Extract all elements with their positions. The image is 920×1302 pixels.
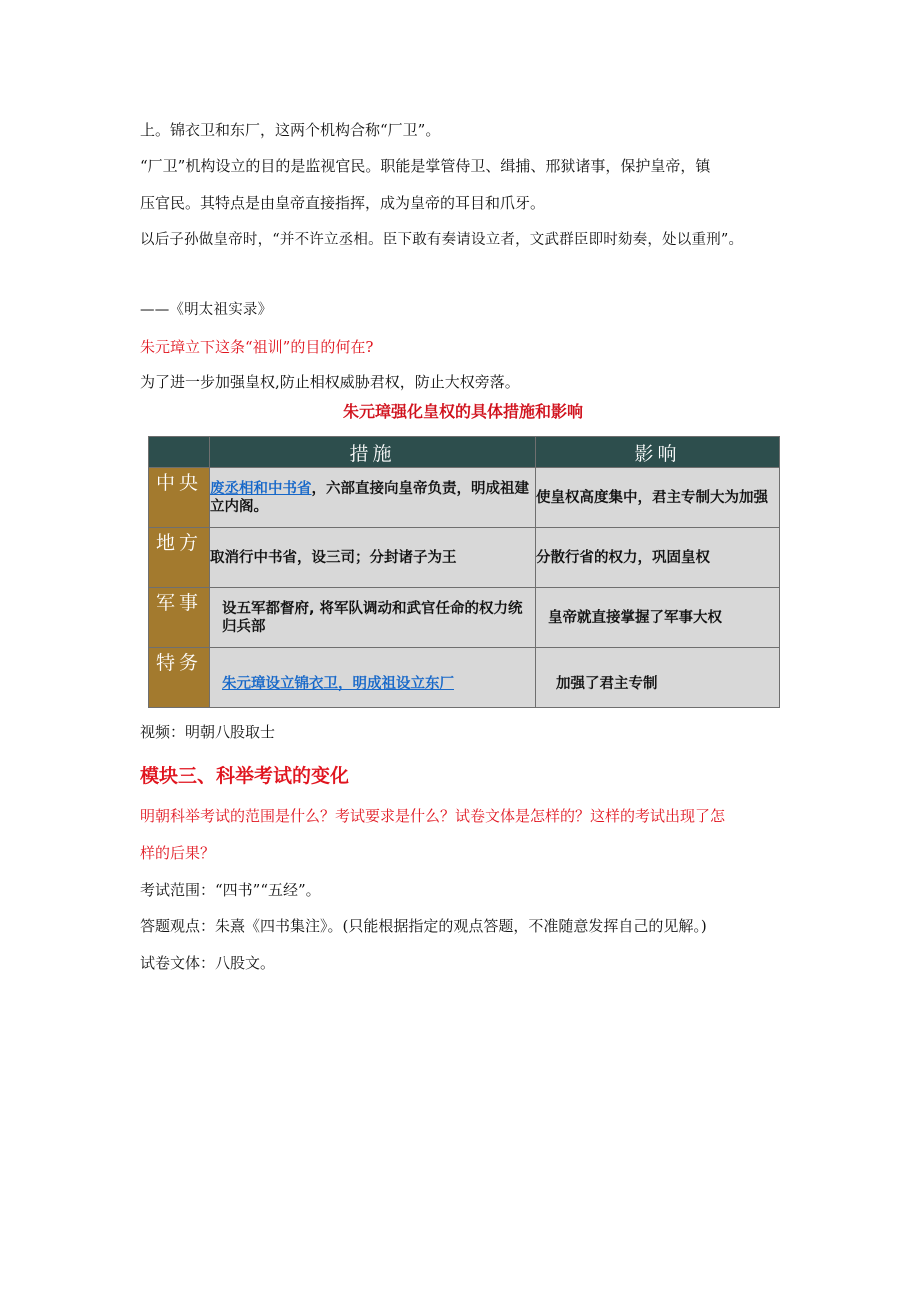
answer-line: 答题观点：朱熹《四书集注》。(只能根据指定的观点答题，不准随意发挥自己的见解。) [140, 917, 707, 935]
table-corner [149, 437, 210, 468]
column-header-measure: 措施 [210, 437, 536, 468]
effect-cell: 加强了君主专制 [536, 648, 780, 708]
paragraph-line: “厂卫”机构设立的目的是监视官民。职能是掌管侍卫、缉捕、邢狱诸事，保护皇帝，镇 [140, 157, 711, 175]
question-line: 样的后果？ [140, 844, 216, 862]
row-label: 军事 [149, 588, 210, 648]
effect-cell: 使皇权高度集中，君主专制大为加强 [536, 468, 780, 528]
row-label: 地方 [149, 528, 210, 588]
answer-line: 为了进一步加强皇权,防止相权威胁君权，防止大权旁落。 [140, 373, 520, 391]
column-header-effect: 影响 [536, 437, 780, 468]
module-heading: 模块三、科举考试的变化 [140, 765, 350, 787]
question-line: 明朝科举考试的范围是什么？考试要求是什么？试卷文体是怎样的？这样的考试出现了怎 [140, 807, 726, 825]
measure-cell: 设五军都督府, 将军队调动和武官任命的权力统归兵部 [210, 588, 536, 648]
row-label: 特务 [149, 648, 210, 708]
quote-line: 以后子孙做皇帝时，“并不许立丞相。臣下敢有奏请设立者，文武群臣即时劾奏，处以重刑”。 [140, 232, 744, 248]
paragraph-line: 压官民。其特点是由皇帝直接指挥，成为皇帝的耳目和爪牙。 [140, 194, 546, 212]
measures-table [148, 436, 780, 708]
effect-cell: 皇帝就直接掌握了军事大权 [536, 588, 780, 648]
measure-cell [210, 648, 536, 708]
video-note: 视频：明朝八股取士 [140, 723, 276, 741]
table-row [149, 528, 780, 588]
measure-cell [210, 468, 536, 528]
measure-link[interactable]: 朱元璋设立锦衣卫，明成祖设立东厂 [222, 675, 454, 692]
effect-cell: 分散行省的权力，巩固皇权 [536, 528, 780, 588]
row-label: 中央 [149, 468, 210, 528]
table-row [149, 648, 780, 708]
table-row [149, 588, 780, 648]
table-title: 朱元璋强化皇权的具体措施和影响 [342, 402, 583, 421]
table-row [149, 468, 780, 528]
measure-text: ，六部直接向皇帝负责，明成祖建立内阁。 [210, 480, 529, 515]
measure-cell: 取消行中书省，设三司；分封诸子为王 [210, 528, 536, 588]
paragraph-line: 上。锦衣卫和东厂，这两个机构合称“厂卫”。 [140, 121, 441, 139]
quote-source: ——《明太祖实录》 [140, 302, 273, 318]
question-line: 朱元璋立下这条“祖训”的目的何在? [140, 338, 374, 356]
answer-line: 考试范围：“四书”“五经”。 [140, 881, 321, 899]
measure-link[interactable]: 废丞相和中书省 [210, 480, 312, 497]
answer-line: 试卷文体：八股文。 [140, 954, 276, 972]
